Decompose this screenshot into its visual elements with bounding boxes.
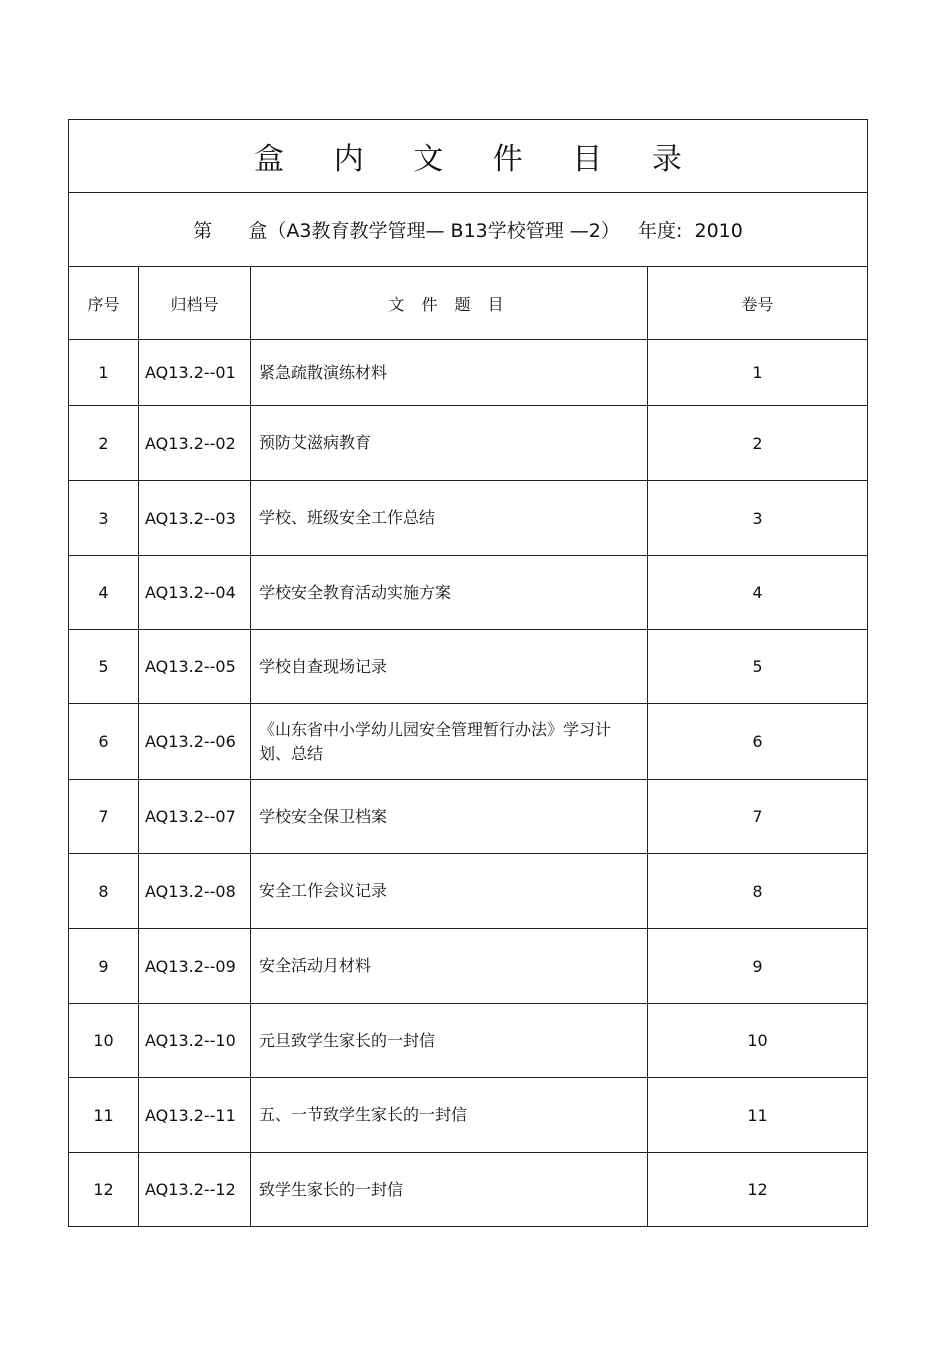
title-row [69, 120, 868, 193]
column-header-file-title: 文 件 题 目 [251, 267, 648, 340]
row-file-title: 学校自查现场记录 [251, 630, 648, 704]
column-header-archive-no: 归档号 [139, 267, 251, 340]
table-row [69, 556, 868, 630]
row-seq: 12 [69, 1153, 139, 1227]
table-row [69, 1153, 868, 1227]
table-row [69, 854, 868, 929]
row-volume-no: 2 [648, 406, 868, 481]
row-file-title: 致学生家长的一封信 [251, 1153, 648, 1227]
row-archive-no: AQ13.2--04 [139, 556, 251, 630]
table-row [69, 704, 868, 780]
row-volume-no: 11 [648, 1078, 868, 1153]
subtitle-row [69, 193, 868, 267]
row-archive-no: AQ13.2--02 [139, 406, 251, 481]
row-volume-no: 10 [648, 1004, 868, 1078]
row-file-title: 元旦致学生家长的一封信 [251, 1004, 648, 1078]
row-seq: 6 [69, 704, 139, 780]
year-label: 年度: [638, 220, 683, 242]
row-archive-no: AQ13.2--03 [139, 481, 251, 556]
row-volume-no: 5 [648, 630, 868, 704]
table-row [69, 1078, 868, 1153]
row-archive-no: AQ13.2--10 [139, 1004, 251, 1078]
row-archive-no: AQ13.2--08 [139, 854, 251, 929]
row-archive-no: AQ13.2--12 [139, 1153, 251, 1227]
table-row [69, 630, 868, 704]
row-seq: 9 [69, 929, 139, 1004]
table-row [69, 929, 868, 1004]
row-seq: 4 [69, 556, 139, 630]
row-archive-no: AQ13.2--01 [139, 340, 251, 406]
box-label: 第 [193, 220, 213, 242]
row-volume-no: 3 [648, 481, 868, 556]
year-value: 2010 [694, 220, 743, 242]
row-archive-no: AQ13.2--07 [139, 780, 251, 854]
column-header-seq: 序号 [69, 267, 139, 340]
row-file-title: 安全活动月材料 [251, 929, 648, 1004]
row-volume-no: 8 [648, 854, 868, 929]
table-row [69, 481, 868, 556]
row-seq: 3 [69, 481, 139, 556]
row-archive-no: AQ13.2--06 [139, 704, 251, 780]
column-header-volume-no: 卷号 [648, 267, 868, 340]
row-file-title: 预防艾滋病教育 [251, 406, 648, 481]
row-archive-no: AQ13.2--09 [139, 929, 251, 1004]
box-info [69, 193, 868, 267]
row-seq: 7 [69, 780, 139, 854]
row-seq: 2 [69, 406, 139, 481]
row-volume-no: 12 [648, 1153, 868, 1227]
row-volume-no: 9 [648, 929, 868, 1004]
row-seq: 8 [69, 854, 139, 929]
row-file-title: 五、一节致学生家长的一封信 [251, 1078, 648, 1153]
row-volume-no: 1 [648, 340, 868, 406]
box-text: 盒（A3教育教学管理— B13学校管理 —2） [248, 220, 620, 242]
row-file-title: 学校、班级安全工作总结 [251, 481, 648, 556]
row-volume-no: 7 [648, 780, 868, 854]
table-row [69, 1004, 868, 1078]
row-file-title: 学校安全教育活动实施方案 [251, 556, 648, 630]
row-seq: 11 [69, 1078, 139, 1153]
file-catalog-table [68, 119, 868, 1227]
table-body [69, 340, 868, 1227]
row-file-title: 紧急疏散演练材料 [251, 340, 648, 406]
row-volume-no: 6 [648, 704, 868, 780]
row-file-title: 学校安全保卫档案 [251, 780, 648, 854]
row-volume-no: 4 [648, 556, 868, 630]
table-row [69, 780, 868, 854]
row-seq: 1 [69, 340, 139, 406]
document-title: 盒 内 文 件 目 录 [69, 120, 868, 193]
table-row [69, 340, 868, 406]
row-file-title: 《山东省中小学幼儿园安全管理暂行办法》学习计划、总结 [251, 704, 648, 780]
row-seq: 5 [69, 630, 139, 704]
header-row [69, 267, 868, 340]
row-archive-no: AQ13.2--05 [139, 630, 251, 704]
row-file-title: 安全工作会议记录 [251, 854, 648, 929]
row-archive-no: AQ13.2--11 [139, 1078, 251, 1153]
table-row [69, 406, 868, 481]
row-seq: 10 [69, 1004, 139, 1078]
